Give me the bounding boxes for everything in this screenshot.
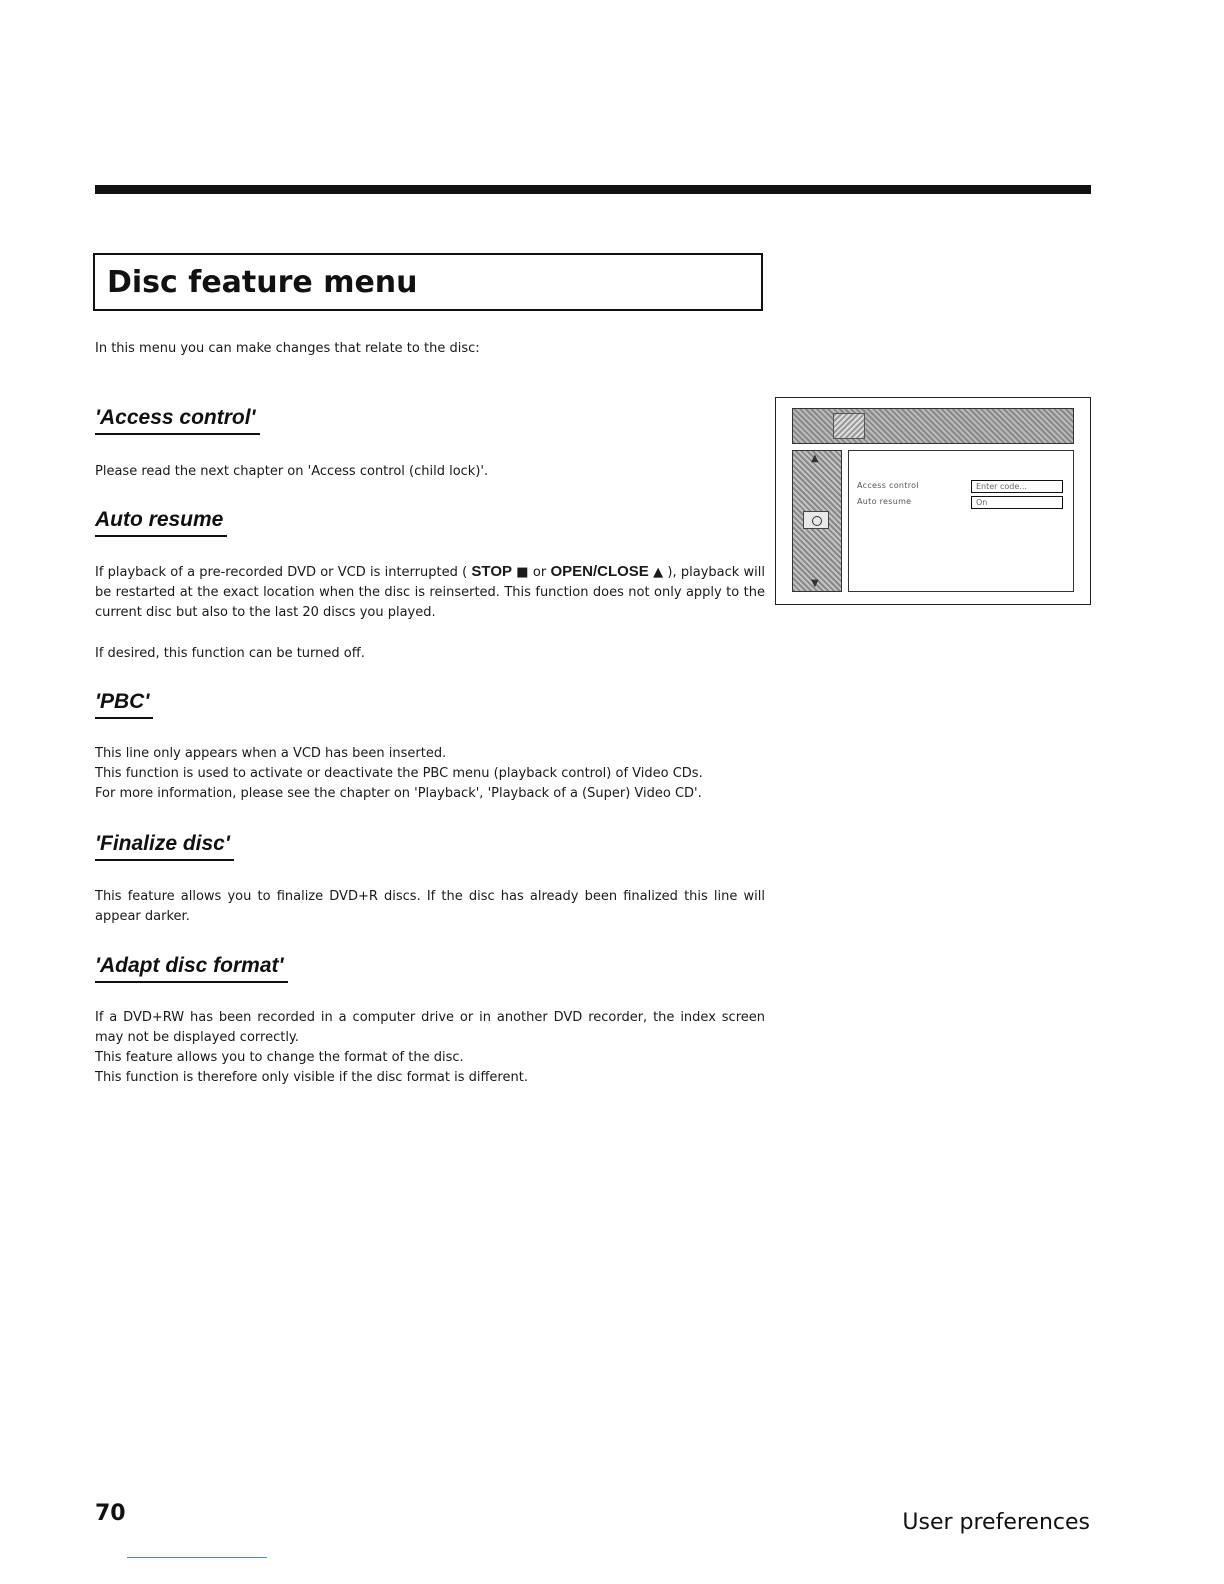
osd-arrow-up-icon: ▲ [811, 453, 819, 464]
osd-side-bar [792, 450, 842, 592]
access-control-paragraph: Please read the next chapter on 'Access control (child lock)'. [95, 464, 489, 479]
adapt-line-3: This function is therefore only visible if the disc format is different. [95, 1070, 528, 1085]
osd-menu-tab [833, 413, 865, 439]
auto-resume-text [95, 562, 765, 623]
osd-arrow-down-icon: ▼ [811, 578, 819, 589]
intro-text: In this menu you can make changes that relate to the disc: [95, 341, 480, 356]
adapt-line-1: If a DVD+RW has been recorded in a computer drive or in another DVD recorder, the index screen may not be displayed correctly. [95, 1010, 765, 1045]
auto-resume-text-b: ), playback will be restarted at the exact location when the disc is reinserted. This function does not only apply to the current disc but also to the last 20 discs you played. [95, 565, 765, 620]
heading-finalize-disc: 'Finalize disc' [95, 832, 234, 861]
pbc-line-2: This function is used to activate or deactivate the PBC menu (playback control) of Video CDs. [95, 766, 703, 781]
page-title: Disc feature menu [107, 265, 418, 300]
title-box [93, 253, 763, 311]
heading-pbc: 'PBC' [95, 690, 153, 719]
osd-menu-panel [848, 450, 1074, 592]
adapt-line-2: This feature allows you to change the format of the disc. [95, 1050, 464, 1065]
osd-row-label: Access control [857, 481, 919, 490]
osd-row-value: On [971, 496, 1063, 509]
osd-row-value: Enter code... [971, 480, 1063, 493]
auto-resume-paragraph-2: If desired, this function can be turned off. [95, 646, 365, 661]
stop-icon: ■ [516, 565, 529, 580]
disc-icon [803, 511, 829, 529]
auto-resume-paragraph [95, 562, 765, 623]
top-rule [95, 185, 1091, 194]
access-control-text [95, 462, 765, 482]
stop-button-label: STOP [471, 563, 512, 580]
pbc-line-3: For more information, please see the chapter on 'Playback', 'Playback of a (Super) Video CD'. [95, 786, 702, 801]
auto-resume-text-a: If playback of a pre-recorded DVD or VCD is interrupted ( [95, 565, 468, 580]
footer-section-name: User preferences [902, 1510, 1090, 1535]
or-word: or [532, 565, 547, 580]
auto-resume-note [95, 644, 765, 664]
finalize-paragraph: This feature allows you to finalize DVD+R discs. If the disc has already been finalized this line will appear darker. [95, 889, 765, 924]
finalize-text [95, 887, 765, 927]
adapt-text [95, 1008, 765, 1088]
pbc-text [95, 744, 765, 804]
osd-top-bar [792, 408, 1074, 444]
pbc-line-1: This line only appears when a VCD has been inserted. [95, 746, 447, 761]
osd-screenshot [775, 397, 1091, 605]
osd-row-label: Auto resume [857, 497, 912, 506]
open-close-button-label: OPEN/CLOSE [550, 563, 649, 580]
heading-access-control: 'Access control' [95, 406, 260, 435]
page-number: 70 [95, 1501, 126, 1526]
heading-adapt-disc-format: 'Adapt disc format' [95, 954, 288, 983]
bottom-rule [127, 1557, 267, 1558]
heading-auto-resume: Auto resume [95, 508, 227, 537]
eject-icon: ▲ [653, 565, 664, 580]
